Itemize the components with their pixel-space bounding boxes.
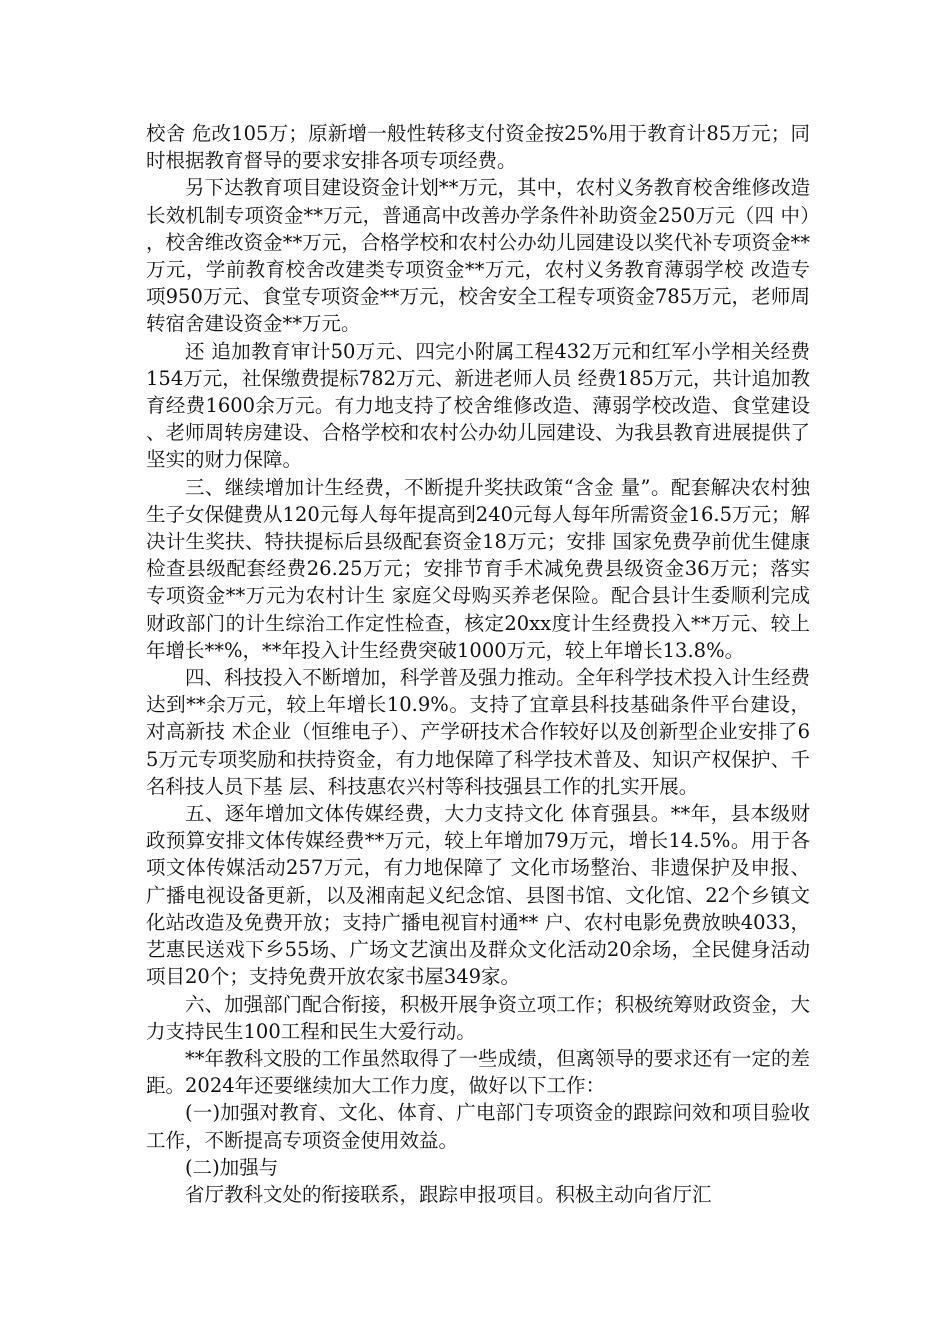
paragraph-9: (一)加强对教育、文化、体育、广电部门专项资金的跟踪问效和项目验收工作，不断提高专项资金使用效益。	[146, 1101, 810, 1152]
paragraph-4: 三、继续增加计生经费，不断提升奖扶政策“含金 量”。配套解决农村独生子女保健费从120元每人每年提高到240元每人每年所需资金16.5万元；解决计生奖扶、特扶提标后县级配套资金18万元；安排 国家免费孕前优生健康检查县级配套经费26.25万元；安排节育手术减免费县级资金36万元；落实专项资金**万元为农村计生 家庭父母购买养老保险。配合县计生委顺利完成财政部门的计生综治工作定性检查，核定20xx度计生经费投入**万元、较上年增长**%，**年投入计生经费突破1000万元，较上年增长13.8%。	[146, 475, 810, 662]
paragraph-8: **年教科文股的工作虽然取得了一些成绩，但离领导的要求还有一定的差距。2024年还要继续加大工作力度，做好以下工作：	[146, 1046, 810, 1098]
paragraph-2: 另下达教育项目建设资金计划**万元，其中，农村义务教育校舍维修改造长效机制专项资金**万元，普通高中改善办学条件补助资金250万元（四 中），校舍维改资金**万元，合格学校和农村公办幼儿园建设以奖代补专项资金**万元，学前教育校舍改建类专项资金**万元，农村义务教育薄弱学校 改造专项950万元、食堂专项资金**万元，校舍安全工程专项资金785万元，老师周转宿舍建设资金**万元。	[146, 176, 810, 336]
paragraph-10: (二)加强与	[185, 1155, 279, 1179]
paragraph-6: 五、逐年增加文体传媒经费，大力支持文化 体育强县。**年，县本级财政预算安排文体传媒经费**万元，较上年增加79万元，增长14.5%。用于各项文体传媒活动257万元，有力地保障了 文化市场整治、非遗保护及申报、广播电视设备更新，以及湘南起义纪念馆、县图书馆、文化馆、22个乡镇文化站改造及免费开放；支持广播电视盲村通** 户、农村电影免费放映4033，艺惠民送戏下乡55场、广场文艺演出及群众文化活动20余场，全民健身活动项目20个；支持免费开放农家书屋349家。	[146, 802, 810, 989]
paragraph-5: 四、科技投入不断增加，科学普及强力推动。全年科学技术投入计生经费达到**余万元，较上年增长10.9%。支持了宜章县科技基础条件平台建设，对高新技 术企业（恒维电子）、产学研技术合作较好以及创新型企业安排了65万元专项奖励和扶持资金，有力地保障了科学技术普及、知识产权保护、千名科技人员下基 层、科技惠农兴村等科技强县工作的扎实开展。	[146, 666, 810, 798]
paragraph-1: 校舍 危改105万；原新增一般性转移支付资金按25%用于教育计85万元；同时根据教育督导的要求安排各项专项经费。	[146, 122, 810, 173]
document-page	[146, 120, 810, 1208]
paragraph-11: 省厅教科文处的衔接联系，跟踪申报项目。积极主动向省厅汇	[185, 1182, 712, 1206]
paragraph-3: 还 追加教育审计50万元、四完小附属工程432万元和红军小学相关经费154万元，社保缴费提标782万元、新进老师人员 经费185万元，共计追加教育经费1600余万元。有力地支持了校舍维修改造、薄弱学校改造、食堂建设、老师周转房建设、合格学校和农村公办幼儿园建设、为我县教育进展提供了坚实的财力保障。	[146, 339, 810, 472]
paragraph-7: 六、加强部门配合衔接，积极开展争资立项工作；积极统筹财政资金，大力支持民生100工程和民生大爱行动。	[146, 992, 810, 1043]
